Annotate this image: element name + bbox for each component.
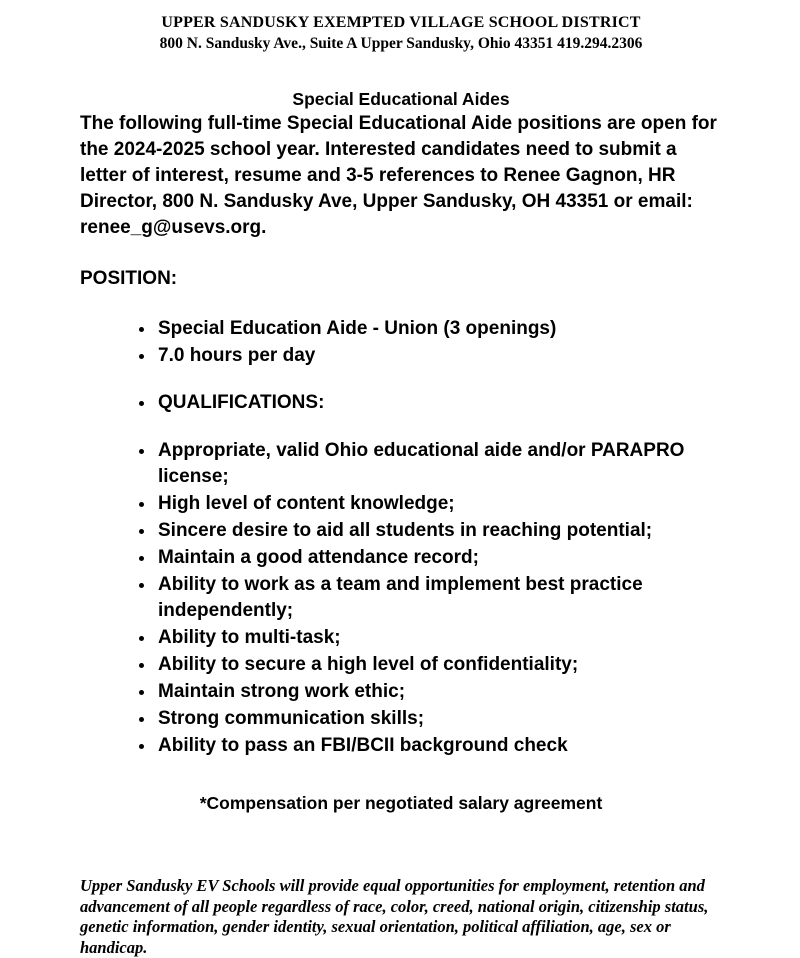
position-item: • 7.0 hours per day xyxy=(156,343,722,369)
qualification-item: • Ability to multi-task; xyxy=(156,625,722,651)
district-name: UPPER SANDUSKY EXEMPTED VILLAGE SCHOOL DISTRICT xyxy=(161,14,641,31)
position-bullet-list xyxy=(134,316,722,369)
qualification-item: • Ability to pass an FBI/BCII background check xyxy=(156,733,722,759)
position-item: • Special Education Aide - Union (3 openings) xyxy=(156,316,722,342)
qualification-item: • Maintain a good attendance record; xyxy=(156,545,722,571)
qualification-item: • Appropriate, valid Ohio educational aide and/or PARAPRO license; xyxy=(156,438,722,490)
intro-paragraph: The following full-time Special Educational Aide positions are open for the 2024-2025 school year. Interested candidates need to submit a letter of interest, resume and 3-5 references to Renee Gagnon, HR Director, 800 N. Sandusky Ave, Upper Sandusky, OH 43351 or email: renee_g@usevs.org. xyxy=(80,113,717,238)
position-label: POSITION: xyxy=(80,268,178,289)
posting-title: Special Educational Aides xyxy=(292,89,510,109)
qualifications-label: • QUALIFICATIONS: xyxy=(156,390,722,416)
qualification-item: • Sincere desire to aid all students in reaching potential; xyxy=(156,518,722,544)
qualification-item: • High level of content knowledge; xyxy=(156,491,722,517)
qualifications-heading-list xyxy=(134,390,722,416)
qualification-item: • Maintain strong work ethic; xyxy=(156,679,722,705)
qualification-item: • Ability to secure a high level of confidentiality; xyxy=(156,652,722,678)
district-address: 800 N. Sandusky Ave., Suite A Upper Sandusky, Ohio 43351 419.294.2306 xyxy=(159,35,643,52)
compensation-note: *Compensation per negotiated salary agreement xyxy=(199,793,603,813)
district-letterhead xyxy=(80,14,722,53)
qualification-item: • Strong communication skills; xyxy=(156,706,722,732)
equal-opportunity-statement: Upper Sandusky EV Schools will provide equal opportunities for employment, retention and advancement of all people regardless of race, color, creed, national origin, citizenship status, genetic information, gender identity, sexual orientation, political affiliation, age, sex or handicap. xyxy=(80,876,709,957)
qualification-item: • Ability to work as a team and implement best practice independently; xyxy=(156,572,722,624)
qualifications-bullet-list xyxy=(134,438,722,759)
